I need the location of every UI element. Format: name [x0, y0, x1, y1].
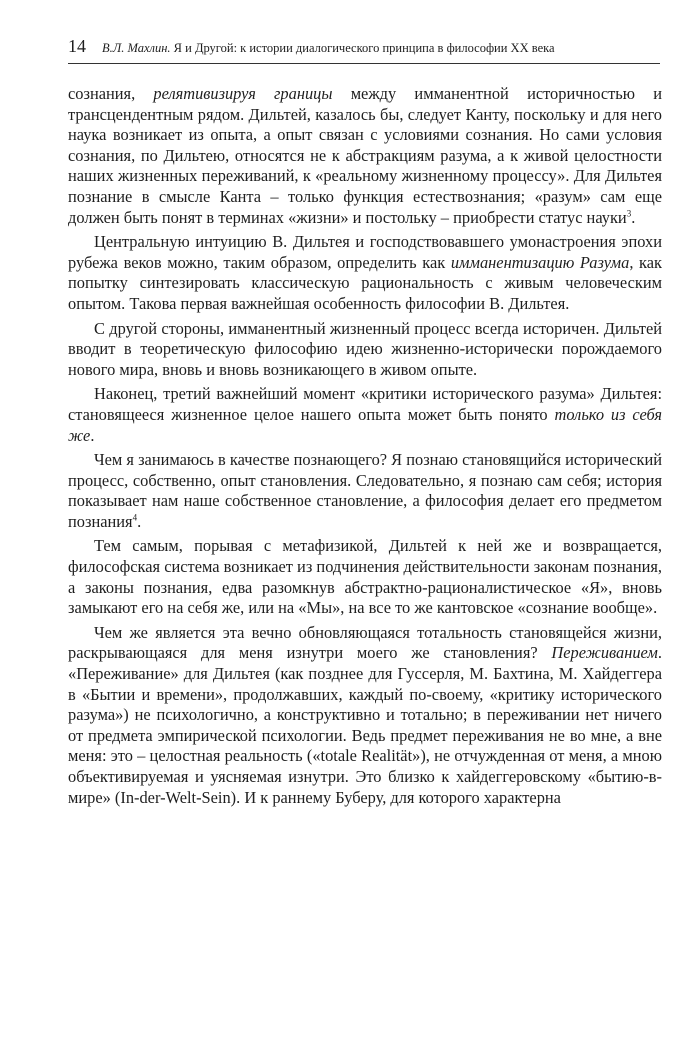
running-header: [68, 36, 660, 64]
text-run: Чем я занимаюсь в качестве познающего? Я познаю становящийся исторический процесс, собственно, опыт становления. Следовательно, я познаю сам себя; история показывает нам наше собственное становление, а философия делает его предметом познания: [68, 450, 662, 531]
running-title: [102, 41, 555, 56]
paragraph-7: [68, 623, 662, 808]
text-run: .: [90, 425, 95, 445]
text-run: Центральную интуицию В. Дильтея и господствовавшего умонастроения эпохи рубежа веков можно, таким образом, определить как: [68, 232, 662, 272]
footnote-marker: 4: [132, 512, 138, 523]
text-run: между имманентной историчностью и трансцендентным рядом. Дильтей, казалось бы, следует Канту, поскольку и для него наука возникает из опыта, а опыт связан с условиями сознания. Но сами условия сознания, по Дильтею, относятся не к абстракциям разума, а к живой целостности наших жизненных переживаний, к «реальному жизненному процессу». Для Дильтея познание в смысле Канта – только функция естествознания; «разум» сам еще должен быть понят в терминах «жизни» и постольку – приобрести статус науки: [68, 84, 663, 227]
paragraph-5: [68, 450, 662, 532]
text-run: Тем самым, порывая с метафизикой, Дильтей к ней же и возвращается, философская система возникает из подчинения действительности законам познания, а законы познания, едва разомкнув абстрактно-рационалистическое «Я», вновь замыкают его на себя же, или на «Мы», на все то же кантовское «сознание вообще».: [68, 536, 662, 618]
body-text: [68, 84, 662, 808]
text-run: , как попытку синтезировать классическую рациональность с живым человеческим опытом. Такова первая важнейшая особенность философии В. Дильтея.: [68, 252, 663, 313]
text-run: Чем же является эта вечно обновляющаяся тотальность становящейся жизни, раскрывающаяся для меня изнутри моего же становления?: [68, 622, 662, 663]
text-run: С другой стороны, имманентный жизненный процесс всегда историчен. Дильтей вводит в теоретическую философию идею жизненно-исторически порождаемого нового мира, вновь и вновь возникающего в живом опыте.: [68, 318, 662, 379]
paragraph-3: [68, 319, 662, 381]
italic-emphasis: Переживанием: [551, 643, 658, 663]
footnote-marker: 3: [626, 208, 632, 219]
paragraph-4: [68, 384, 662, 446]
text-run: сознания,: [68, 84, 154, 103]
page-number: 14: [68, 36, 86, 56]
paragraph-1: [68, 84, 662, 228]
italic-emphasis: релятивизируя границы: [153, 84, 333, 103]
text-run: .: [631, 207, 636, 227]
text-run: .: [137, 511, 142, 531]
paragraph-6: [68, 536, 662, 618]
running-title-text: Я и Другой: к истории диалогического принципа в философии XX века: [173, 41, 555, 55]
text-run: . «Переживание» для Дильтея (как позднее для Гуссерля, М. Бахтина, М. Хайдеггера в «Бытии и времени», продолжавших, каждый по-своему, «критику исторического разума») не психологично, а конструктивно и тотально; в переживании нет ничего от предмета эмпирической психологии. Ведь предмет переживания не во мне, а вне меня: это – целостная реальность («totale Realität»), не отчужденная от меня, а мною объективируемая и уясняемая изнутри. Это близко к хайдеггеровскому «бытию-в-мире» (In-der-Welt-Sein). И к раннему Буберу, для которого характерна: [68, 643, 662, 807]
italic-emphasis: только из себя же: [68, 404, 662, 445]
paragraph-2: [68, 232, 662, 314]
running-title-author: В.Л. Махлин.: [102, 41, 171, 55]
italic-emphasis: имманентизацию Разума: [450, 252, 630, 272]
text-run: Наконец, третий важнейший момент «критики исторического разума» Дильтея: становящееся жизненное целое нашего опыта может быть понято: [68, 384, 662, 424]
